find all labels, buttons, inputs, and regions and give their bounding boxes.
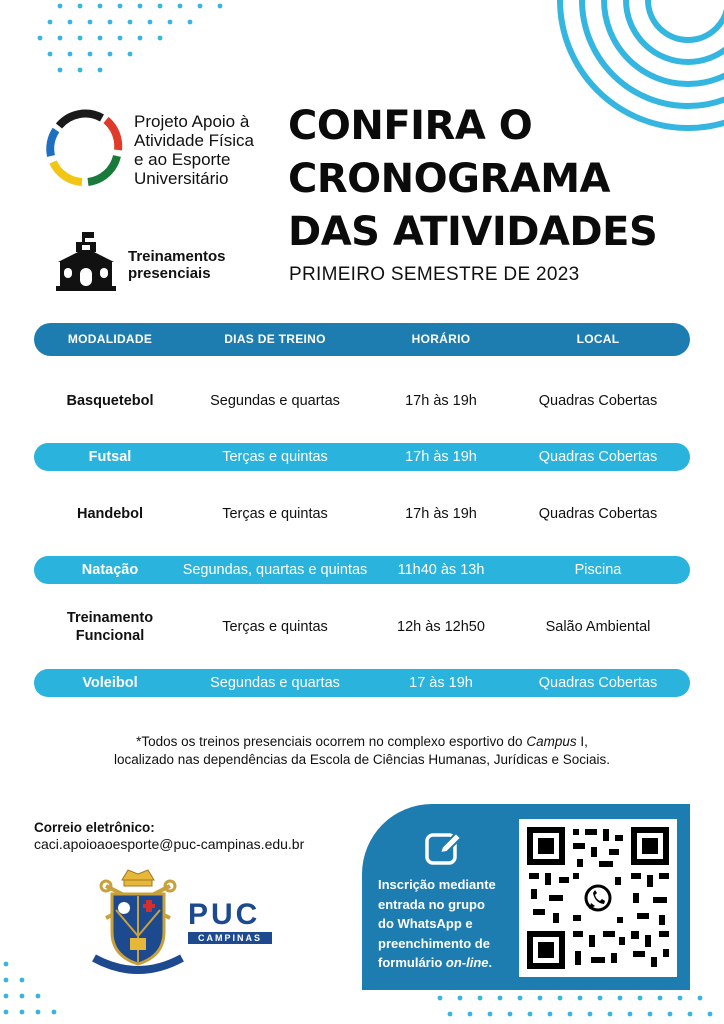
project-name-line: e ao Esporte bbox=[134, 150, 231, 169]
time-cell: 11h40 às 13h bbox=[397, 562, 485, 578]
project-name-line: Atividade Física bbox=[134, 131, 254, 150]
signup-line: do WhatsApp e bbox=[378, 916, 473, 931]
title-line: CRONOGRAMA bbox=[288, 156, 610, 202]
signup-text: . bbox=[488, 955, 493, 970]
training-label bbox=[128, 248, 226, 282]
schedule-table-header bbox=[34, 323, 690, 356]
table-row bbox=[34, 381, 690, 421]
page-subtitle: PRIMEIRO SEMESTRE DE 2023 bbox=[289, 264, 580, 285]
days-cell: Terças e quintas bbox=[222, 506, 328, 522]
decorative-dots-top-left bbox=[0, 0, 250, 90]
title-line: DAS ATIVIDADES bbox=[288, 209, 658, 255]
table-row bbox=[34, 669, 690, 697]
table-row bbox=[34, 443, 690, 471]
project-name-line: Universitário bbox=[134, 169, 229, 188]
time-cell: 17h às 19h bbox=[405, 449, 477, 465]
training-label-line: presenciais bbox=[128, 265, 211, 282]
column-header: HORÁRIO bbox=[411, 332, 471, 346]
location-cell: Quadras Cobertas bbox=[538, 675, 658, 691]
modality-cell: Futsal bbox=[88, 449, 132, 465]
signup-line bbox=[378, 953, 518, 973]
location-cell: Salão Ambiental bbox=[545, 619, 651, 635]
footnote-text: I, bbox=[576, 734, 588, 749]
days-cell: Terças e quintas bbox=[222, 449, 328, 465]
puc-logo-text: PUC bbox=[188, 898, 261, 931]
footnote bbox=[60, 733, 664, 769]
time-cell: 12h às 12h50 bbox=[397, 619, 485, 635]
modality-cell: Natação bbox=[81, 562, 139, 578]
footnote-line: localizado nas dependências da Escola de Ciências Humanas, Jurídicas e Sociais. bbox=[113, 752, 611, 767]
project-name bbox=[134, 112, 254, 188]
location-cell: Quadras Cobertas bbox=[538, 506, 658, 522]
signup-line: entrada no grupo bbox=[378, 896, 485, 912]
days-cell: Segundas, quartas e quintas bbox=[182, 562, 368, 578]
signup-line: Inscrição mediante bbox=[378, 877, 496, 892]
decorative-dots-bottom-right bbox=[420, 992, 724, 1024]
table-row bbox=[34, 607, 690, 647]
building-icon bbox=[54, 230, 118, 294]
footnote-line bbox=[60, 733, 664, 751]
edit-icon bbox=[424, 828, 464, 868]
modality-cell: Handebol bbox=[76, 506, 144, 522]
project-logo-icon bbox=[44, 108, 124, 188]
qr-code-icon bbox=[519, 819, 677, 977]
page-title bbox=[288, 100, 708, 259]
time-cell: 17h às 19h bbox=[405, 506, 477, 522]
time-cell: 17 às 19h bbox=[409, 675, 473, 691]
puc-campinas-logo bbox=[188, 900, 272, 944]
footnote-campus: Campus bbox=[526, 734, 577, 749]
days-cell: Terças e quintas bbox=[222, 619, 328, 635]
time-cell: 17h às 19h bbox=[405, 393, 477, 409]
days-cell: Segundas e quartas bbox=[210, 393, 340, 409]
university-crest-icon bbox=[92, 866, 184, 978]
qr-code[interactable] bbox=[519, 819, 677, 977]
column-header: DIAS DE TREINO bbox=[224, 332, 326, 346]
title-line: CONFIRA O bbox=[288, 103, 533, 149]
column-header: LOCAL bbox=[576, 332, 620, 346]
location-cell: Quadras Cobertas bbox=[538, 449, 658, 465]
modality-cell: Basquetebol bbox=[66, 393, 154, 409]
table-row bbox=[34, 556, 690, 584]
signup-online: on-line bbox=[445, 955, 489, 970]
location-cell: Piscina bbox=[574, 562, 622, 578]
signup-line: preenchimento de bbox=[378, 935, 490, 951]
location-cell: Quadras Cobertas bbox=[538, 393, 658, 409]
footnote-text: *Todos os treinos presenciais ocorrem no complexo esportivo do bbox=[136, 734, 527, 749]
email-link[interactable]: caci.apoioaoesporte@puc-campinas.edu.br bbox=[34, 836, 305, 852]
email-label: Correio eletrônico: bbox=[34, 820, 155, 835]
modality-cell bbox=[34, 607, 186, 647]
table-row bbox=[34, 494, 690, 534]
campinas-logo-text: CAMPINAS bbox=[188, 932, 272, 944]
signup-instructions bbox=[378, 875, 518, 973]
modality-line: Funcional bbox=[75, 628, 145, 644]
days-cell: Segundas e quartas bbox=[210, 675, 340, 691]
modality-line: Treinamento bbox=[66, 610, 154, 626]
modality-cell: Voleibol bbox=[82, 675, 138, 691]
signup-text: formulário bbox=[378, 955, 446, 970]
column-header: MODALIDADE bbox=[67, 332, 153, 346]
project-name-line: Projeto Apoio à bbox=[134, 112, 250, 131]
training-label-line: Treinamentos bbox=[128, 248, 226, 265]
